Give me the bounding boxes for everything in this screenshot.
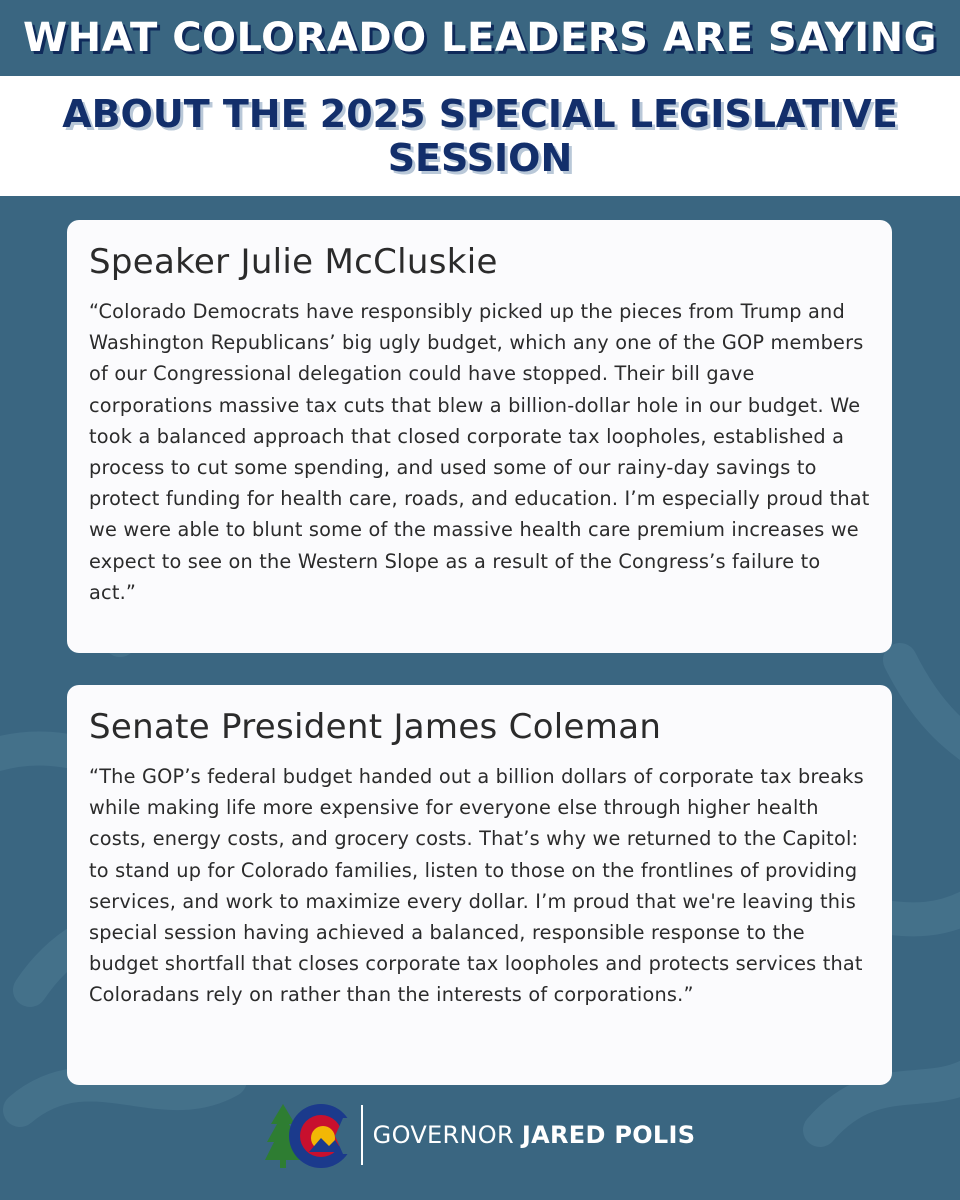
footer-divider <box>361 1105 363 1165</box>
footer-branding <box>0 1098 960 1172</box>
page-subtitle: ABOUT THE 2025 SPECIAL LEGISLATIVE SESSION <box>62 92 898 180</box>
quote-speaker: Senate President James Coleman <box>89 707 662 747</box>
quote-card-mccluskie <box>67 220 892 653</box>
quote-speaker: Speaker Julie McCluskie <box>89 242 498 282</box>
subtitle-banner <box>0 76 960 196</box>
colorado-tree-c-logo-icon <box>265 1098 355 1172</box>
quote-text: “Colorado Democrats have responsibly picked up the pieces from Trump and Washington Republicans’ big ugly budget, which any one of the GOP members of our Congressional delegation could have stopped. Their bill gave corporations massive tax cuts that blew a billion-dollar hole in our budget. We took a balanced approach that closed corporate tax loopholes, established a process to cut some spending, and used some of our rainy-day savings to protect funding for health care, roads, and education. I’m especially proud that we were able to blunt some of the massive health care premium increases we expect to see on the Western Slope as a result of the Congress’s failure to act.” <box>89 300 870 604</box>
governor-office: GOVERNOR <box>372 1121 514 1149</box>
governor-name <box>373 1121 696 1149</box>
governor-full-name: JARED POLIS <box>521 1121 696 1149</box>
top-banner <box>0 0 960 76</box>
page-title: WHAT COLORADO LEADERS ARE SAYING <box>23 15 937 61</box>
quote-text: “The GOP’s federal budget handed out a billion dollars of corporate tax breaks while making life more expensive for everyone else through higher health costs, energy costs, and grocery costs. That’s why we returned to the Capitol: to stand up for Colorado families, listen to those on the frontlines of providing services, and work to maximize every dollar. I’m proud that we're leaving this special session having achieved a balanced, responsible response to the budget shortfall that closes corporate tax loopholes and protects services that Coloradans rely on rather than the interests of corporations.” <box>89 765 864 1007</box>
quote-card-coleman <box>67 685 892 1085</box>
